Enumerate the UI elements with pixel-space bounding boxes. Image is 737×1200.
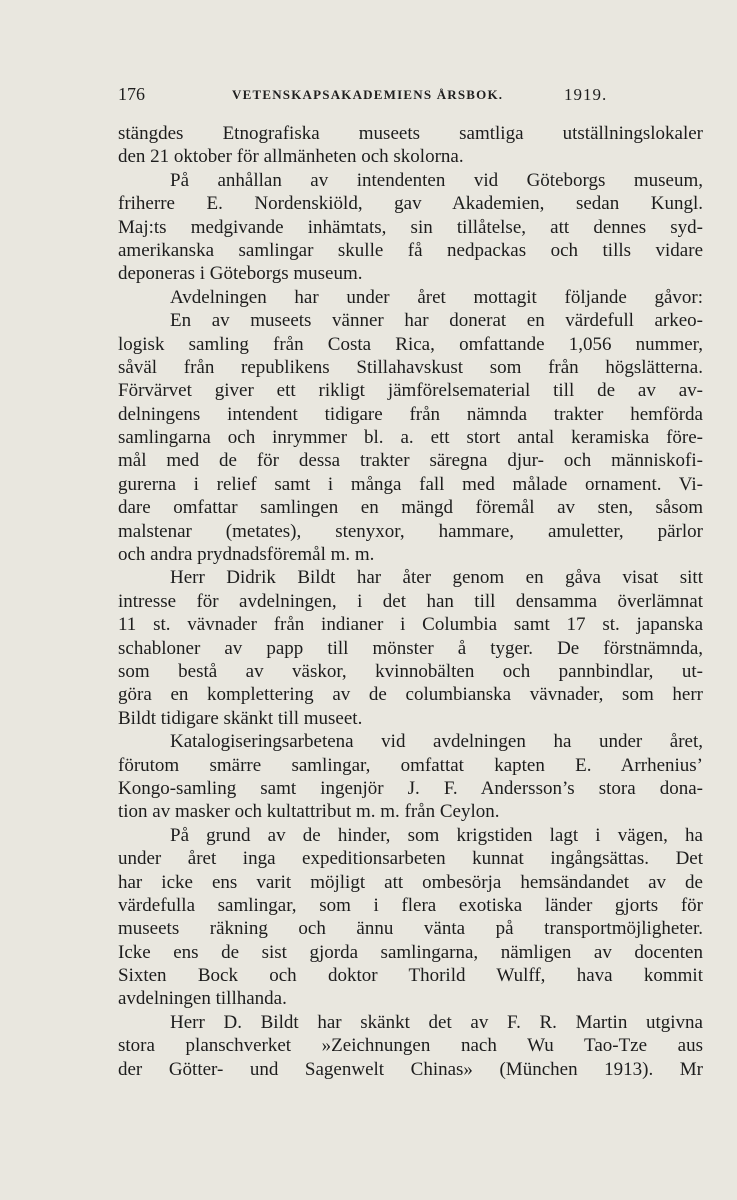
text-line: avdelningen tillhanda. — [118, 988, 287, 1010]
text-line: museets räkning och ännu vänta på transportmöjligheter. — [118, 918, 703, 940]
text-line: dare omfattar samlingen en mängd föremål av sten, såsom — [118, 497, 703, 519]
text-line: delningens intendent tidigare från nämnda trakter hemförda — [118, 403, 703, 425]
text-line: deponeras i Göteborgs museum. — [118, 263, 363, 285]
text-line: Katalogiseringsarbetena vid avdelningen ha under året, — [170, 731, 703, 753]
text-line: den 21 oktober för allmänheten och skolorna. — [118, 146, 464, 168]
text-line: värdefulla samlingar, som i flera exotiska länder gjorts för — [118, 894, 703, 916]
text-line: göra en komplettering av de columbianska vävnader, som herr — [118, 684, 703, 706]
text-line: Herr D. Bildt har skänkt det av F. R. Martin utgivna — [170, 1011, 703, 1033]
page-number: 176 — [118, 84, 145, 104]
text-line: 11 st. vävnader från indianer i Columbia samt 17 st. japanska — [118, 614, 703, 636]
text-line: På anhållan av intendenten vid Göteborgs museum, — [170, 169, 703, 191]
text-line: under året inga expeditionsarbeten kunnat ingångsättas. Det — [118, 848, 703, 870]
text-line: schabloner av papp till mönster å tyger. De förstnämnda, — [118, 637, 703, 659]
text-line: malstenar (metates), stenyxor, hammare, amuletter, pärlor — [118, 520, 703, 542]
text-line: tion av masker och kultattribut m. m. från Ceylon. — [118, 801, 500, 823]
text-line: såväl från republikens Stillahavskust som från högslätterna. — [118, 356, 703, 378]
text-line: Icke ens de sist gjorda samlingarna, nämligen av docenten — [118, 941, 703, 963]
text-line: stängdes Etnografiska museets samtliga utställningslokaler — [118, 123, 703, 144]
body-text — [118, 122, 703, 1081]
text-line: På grund av de hinder, som krigstiden lagt i vägen, ha — [170, 824, 703, 846]
page-header — [118, 84, 618, 114]
text-line: En av museets vänner har donerat en värdefull arkeo- — [170, 310, 703, 332]
text-line: samlingarna och inrymmer bl. a. ett stort antal keramiska före- — [118, 427, 703, 449]
text-line: Herr Didrik Bildt har åter genom en gåva visat sitt — [170, 567, 703, 589]
text-line: förutom smärre samlingar, omfattat kapten E. Arrhenius’ — [118, 754, 703, 776]
header-year: 1919. — [564, 85, 608, 104]
text-line: som bestå av väskor, kvinnobälten och pannbindlar, ut- — [118, 660, 703, 682]
text-line: friherre E. Nordenskiöld, gav Akademien, sedan Kungl. — [118, 193, 703, 215]
text-line: logisk samling från Costa Rica, omfattande 1,056 nummer, — [118, 333, 703, 355]
text-line: mål med de för dessa trakter säregna djur- och människofi- — [118, 450, 703, 472]
text-line: intresse för avdelningen, i det han till densamma överlämnat — [118, 590, 703, 612]
text-line: Förvärvet giver ett rikligt jämförelsematerial till de av av- — [118, 380, 703, 402]
text-line: Kongo-samling samt ingenjör J. F. Andersson’s stora dona- — [118, 777, 703, 799]
text-line: Avdelningen har under året mottagit följande gåvor: — [170, 286, 703, 308]
text-line: och andra prydnadsföremål m. m. — [118, 544, 375, 566]
text-line: stora planschverket »Zeichnungen nach Wu Tao-Tze aus — [118, 1035, 703, 1057]
text-line: Sixten Bock och doktor Thorild Wulff, hava kommit — [118, 965, 703, 987]
text-line: der Götter- und Sagenwelt Chinas» (München 1913). Mr — [118, 1058, 703, 1080]
text-line: amerikanska samlingar skulle få nedpackas och tills vidare — [118, 239, 703, 261]
text-line: Bildt tidigare skänkt till museet. — [118, 707, 363, 729]
text-line: gurerna i relief samt i många fall med målade ornament. Vi- — [118, 473, 703, 495]
text-line: Maj:ts medgivande inhämtats, sin tillåtelse, att dennes syd- — [118, 216, 703, 238]
running-title: VETENSKAPSAKADEMIENS ÅRSBOK. — [232, 87, 504, 102]
text-line: har icke ens varit möjligt att ombesörja hemsändandet av de — [118, 871, 703, 893]
